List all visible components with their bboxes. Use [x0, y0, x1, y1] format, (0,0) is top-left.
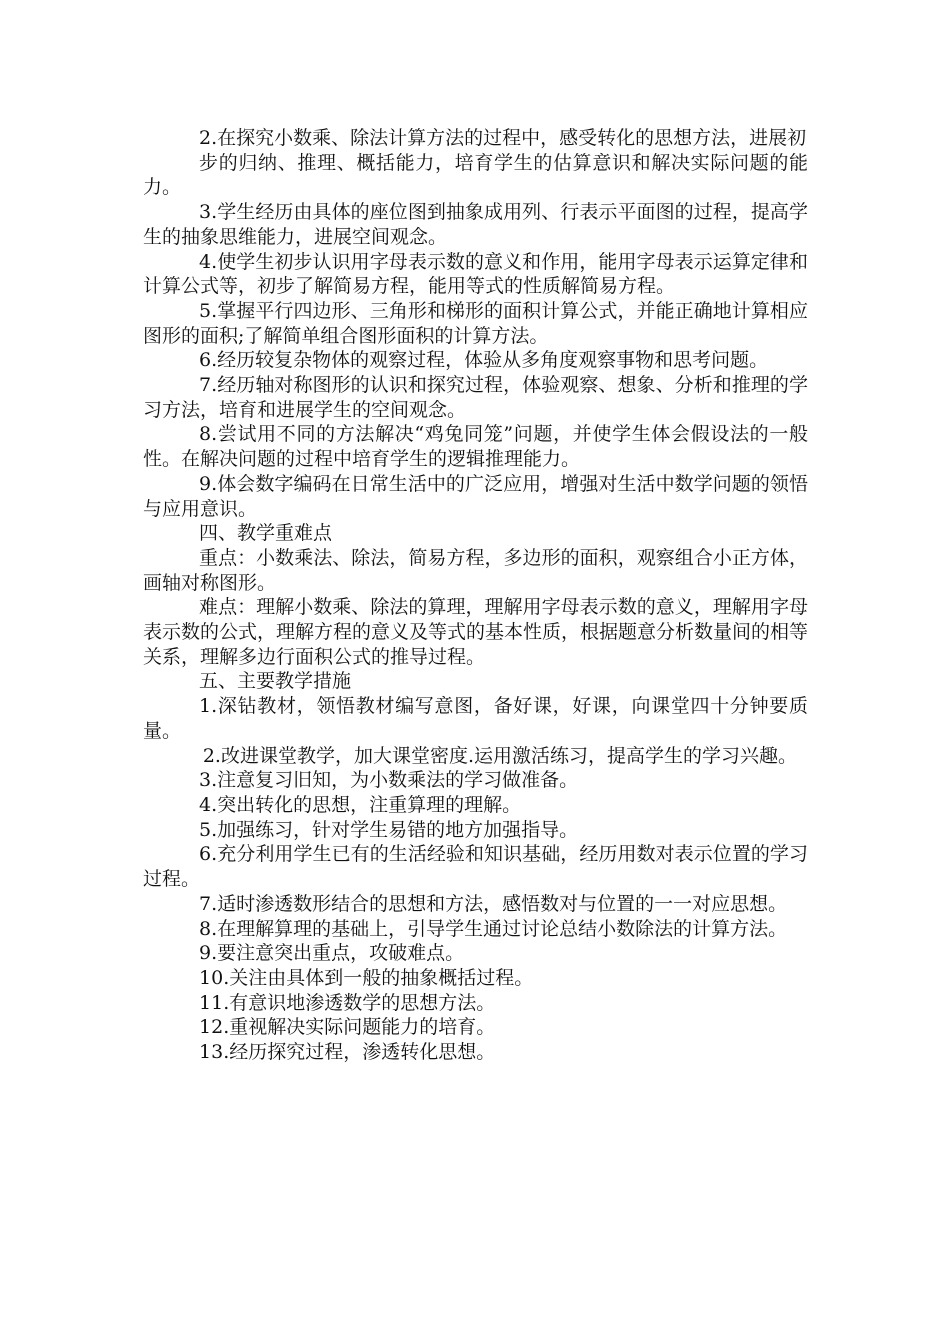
paragraph-measure-3: 3.注意复习旧知，为小数乘法的学习做准备。 — [199, 769, 579, 792]
paragraph-measure-12: 12.重视解决实际问题能力的培育。 — [199, 1016, 496, 1039]
paragraph-objective-5: 5.掌握平行四边形、三角形和梯形的面积计算公式，并能正确地计算相应图形的面积;了解简单组合图形面积的计算方法。 — [143, 299, 808, 347]
paragraph-objective-8: 8.尝试用不同的方法解决“鸡兔同笼”问题，并使学生体会假设法的一般性。在解决问题的过程中培育学生的逻辑推理能力。 — [143, 423, 808, 471]
paragraph-measure-9: 9.要注意突出重点，攻破难点。 — [199, 942, 465, 965]
paragraph-measure-11: 11.有意识地渗透数学的思想方法。 — [199, 991, 496, 1014]
paragraph-objective-2: 2.在探究小数乘、除法计算方法的过程中，感受转化的思想方法，进展初 — [199, 127, 807, 149]
section-heading-teaching-measures: 五、主要教学措施 — [199, 670, 352, 693]
paragraph-measure-10: 10.关注由具体到一般的抽象概括过程。 — [199, 966, 534, 989]
paragraph-objective-9: 9.体会数字编码在日常生活中的广泛应用，增强对生活中数学问题的领悟与应用意识。 — [143, 472, 808, 520]
paragraph-difficulties: 难点：理解小数乘、除法的算理，理解用字母表示数的意义，理解用字母表示数的公式，理解方程的意义及等式的基本性质，根据题意分析数量间的相等关系，理解多边行面积公式的推导过程。 — [143, 596, 809, 668]
paragraph-measure-6: 6.充分利用学生已有的生活经验和知识基础，经历用数对表示位置的学习过程。 — [143, 843, 808, 891]
paragraph-objective-4: 4.使学生初步认识用字母表示数的意义和作用，能用字母表示运算定律和计算公式等，初步了解简易方程，能用等式的性质解简易方程。 — [143, 250, 808, 298]
paragraph-measure-4: 4.突出转化的思想，注重算理的理解。 — [199, 793, 522, 816]
paragraph-objective-2-continued: 步的归纳、推理、概括能力，培育学生的估算意识和解决实际问题的能力。 — [143, 151, 808, 199]
paragraph-objective-3: 3.学生经历由具体的座位图到抽象成用列、行表示平面图的过程，提高学生的抽象思维能力，进展空间观念。 — [143, 201, 808, 248]
section-heading-key-difficulties: 四、教学重难点 — [199, 522, 333, 545]
paragraph-measure-8: 8.在理解算理的基础上，引导学生通过讨论总结小数除法的计算方法。 — [199, 917, 788, 940]
paragraph-objective-7: 7.经历轴对称图形的认识和探究过程，体验观察、想象、分析和推理的学习方法，培育和进展学生的空间观念。 — [143, 374, 808, 421]
paragraph-measure-5: 5.加强练习，针对学生易错的地方加强指导。 — [199, 818, 579, 841]
document-body — [143, 126, 808, 1065]
paragraph-measure-1: 1.深钻教材，领悟教材编写意图，备好课，好课，向课堂四十分钟要质量。 — [143, 695, 808, 742]
paragraph-key-points: 重点：小数乘法、除法，简易方程，多边形的面积，观察组合小正方体，画轴对称图形。 — [143, 546, 808, 594]
paragraph-measure-7: 7.适时渗透数形结合的思想和方法，感悟数对与位置的一一对应思想。 — [199, 892, 788, 915]
paragraph-measure-2: 2.改进课堂教学，加大课堂密度.运用激活练习，提高学生的学习兴趣。 — [202, 744, 798, 767]
paragraph-measure-13: 13.经历探究过程，渗透转化思想。 — [199, 1041, 496, 1064]
paragraph-objective-6: 6.经历较复杂物体的观察过程，体验从多角度观察事物和思考问题。 — [199, 349, 769, 372]
